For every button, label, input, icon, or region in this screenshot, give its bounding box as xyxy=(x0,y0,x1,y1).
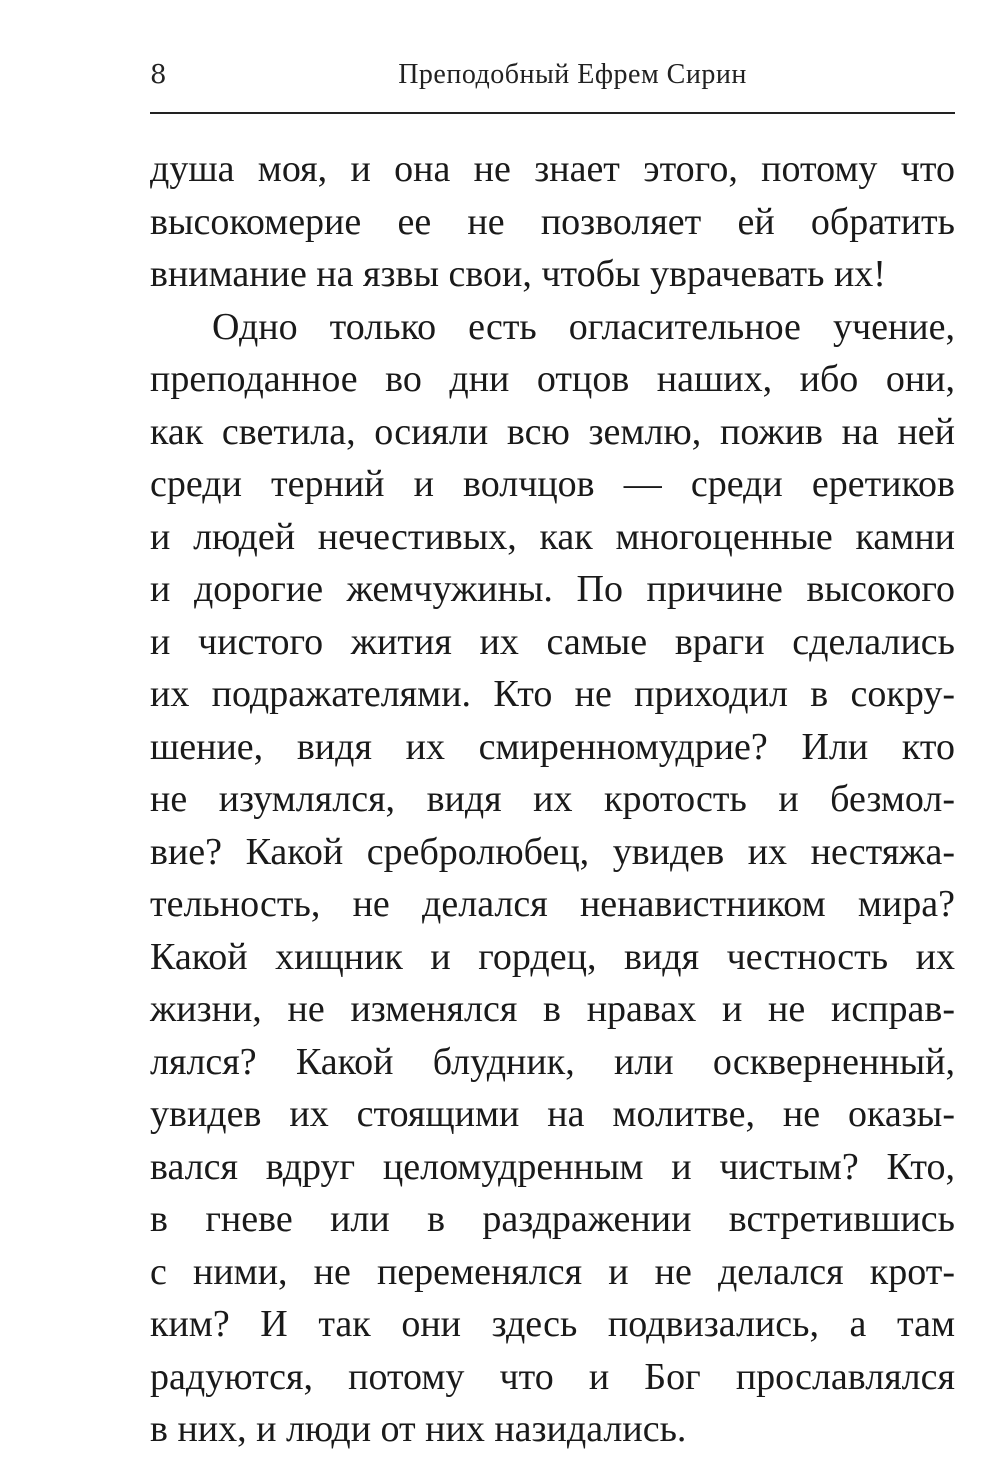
running-title: Преподобный Ефрем Сирин xyxy=(398,59,747,90)
text-line: в них, и люди от них назидались. xyxy=(150,1408,687,1450)
text-line: не изумлялся, видя их кротость и безмол- xyxy=(150,778,955,820)
text-line: вался вдруг целомудренным и чистым? Кто, xyxy=(150,1145,955,1188)
text-line: ким? И так они здесь подвизались, а там xyxy=(150,1303,955,1345)
body-text xyxy=(150,143,955,1456)
text-line: высокомерие ее не позволяет ей обратить xyxy=(150,200,955,243)
text-line: и людей нечестивых, как многоценные камни xyxy=(150,515,955,558)
text-line: и чистого жития их самые враги сделались xyxy=(150,620,955,663)
header-rule xyxy=(150,112,955,114)
text-line: преподанное во дни отцов наших, ибо они, xyxy=(150,358,955,400)
text-line: вие? Какой сребролюбец, увидев их нестяжа- xyxy=(150,830,955,873)
running-head xyxy=(150,55,955,95)
text-line: внимание на язвы свои, чтобы уврачевать их! xyxy=(150,253,886,295)
text-line: и дорогие жемчужины. По причине высокого xyxy=(150,568,955,610)
text-line: увидев их стоящими на молитве, не оказы- xyxy=(150,1093,955,1135)
text-line: среди терний и волчцов — среди еретиков xyxy=(150,463,955,505)
text-line: с ними, не переменялся и не делался крот- xyxy=(150,1250,955,1293)
text-line: в гневе или в раздражении встретившись xyxy=(150,1198,955,1240)
text-line: Какой хищник и гордец, видя честность их xyxy=(150,935,955,978)
paragraph-first-line: Одно только есть огласительное учение, xyxy=(212,305,955,348)
text-line: радуются, потому что и Бог прославлялся xyxy=(150,1355,955,1398)
text-line: лялся? Какой блудник, или оскверненный, xyxy=(150,1040,955,1083)
text-line: как светила, осияли всю землю, пожив на ней xyxy=(150,410,955,453)
text-line: шение, видя их смиренномудрие? Или кто xyxy=(150,725,955,768)
text-line: их подражателями. Кто не приходил в сокру- xyxy=(150,673,955,715)
text-line: тельность, не делался ненавистником мира? xyxy=(150,883,955,925)
text-line: жизни, не изменялся в нравах и не исправ- xyxy=(150,988,955,1030)
text-line: душа моя, и она не знает этого, потому что xyxy=(150,148,955,190)
page-number: 8 xyxy=(150,60,167,90)
